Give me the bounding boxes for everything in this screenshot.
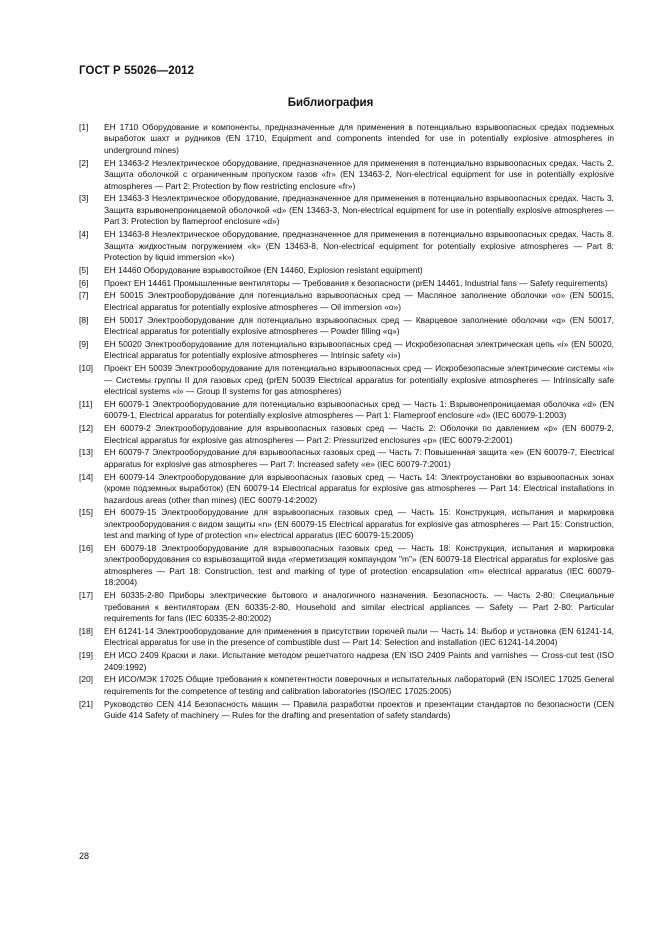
entry-number: [11] bbox=[79, 398, 93, 409]
bibliography-entry bbox=[79, 290, 614, 313]
entry-number: [7] bbox=[79, 290, 89, 301]
bibliography-entry bbox=[79, 363, 614, 397]
entry-text: Руководство CEN 414 Безопасность машин — Правила разработки проектов и презентации стандартов по безопасности (CEN Guide 414 Safety of machinery — Rules for the drafting and presentation of safety standards) bbox=[104, 698, 614, 721]
entry-text: ЕН 13463-3 Неэлектрическое оборудование, предназначенное для применения в потенциально взрывоопасных средах. Часть 3. Защита взрывонепроницаемой оболочкой «d» (EN 13463-3, Non-electrical equipment for use in potentially explosive atmospheres — Part 3: Protection by flameproof enclosure «d») bbox=[104, 193, 614, 227]
entry-number: [15] bbox=[79, 507, 93, 518]
entry-number: [1] bbox=[79, 122, 89, 132]
bibliography-entry bbox=[79, 674, 614, 697]
entry-number: [4] bbox=[79, 229, 89, 240]
entry-number: [13] bbox=[79, 447, 93, 458]
entry-text: ЕН 50015 Электрооборудование для потенциально взрывоопасных сред — Масляное заполнение оболочки «о» (EN 50015, Electrical apparatus for potentially explosive atmospheres — Oil immersion «о») bbox=[104, 290, 614, 312]
entry-text: ЕН 60079-15 Электрооборудование для взрывоопасных газовых сред — Часть 15: Конструкция, испытания и маркировка электрооборудования с видом защиты «n» (EN 60079-15 Electrical apparatus for explosive gas atmospheres — Part 15: Construction, test and marking of type of protection «n» electrical apparatus (IEC 60079-15:2005) bbox=[104, 507, 614, 541]
entry-number: [5] bbox=[79, 264, 89, 275]
bibliography-entry bbox=[79, 626, 614, 649]
entry-number: [12] bbox=[79, 423, 93, 434]
entry-text: ЕН ИСО 2409 Краски и лаки. Испытание методом решетчатого надреза (EN ISO 2409 Paints and varnishes — Cross-cut test (ISO 2409:1992) bbox=[104, 650, 614, 672]
bibliography-entry bbox=[79, 193, 614, 227]
bibliography-entry bbox=[79, 699, 614, 722]
entry-text: ЕН 61241-14 Электрооборудование для применения в присутствии горючей пыли — Часть 14: Выбор и установка (EN 61241-14, Electrical apparatus for use in the presence of combustible dust — Part 14: Selection and installation (IEC 61241-14.2004) bbox=[104, 625, 614, 648]
bibliography-entry bbox=[79, 507, 614, 541]
bibliography-title: Библиография bbox=[287, 97, 374, 109]
entry-text: Проект ЕН 50039 Электрооборудование для потенциально взрывоопасных сред — Искробезопасные электрические системы «i» — Системы группы II для газовых сред (prEN 50039 Electrical apparatus for potentially explosive atmospheres — Intrinsically safe electrical systems «i» — Group II systems for gas atmospheres) bbox=[104, 363, 614, 397]
bibliography-entry bbox=[79, 158, 614, 192]
page-number: 28 bbox=[79, 851, 90, 861]
entry-number: [20] bbox=[79, 674, 93, 685]
entry-number: [21] bbox=[79, 698, 93, 709]
document-id: ГОСТ Р 55026—2012 bbox=[79, 65, 195, 77]
bibliography-entry bbox=[79, 472, 614, 506]
entry-number: [8] bbox=[79, 314, 89, 325]
bibliography-list bbox=[79, 122, 614, 723]
entry-text: ЕН 60079-1 Электрооборудование для потенциально взрывоопасных сред — Часть 1: Взрывонепроницаемая оболочка «d» (EN 60079-1, Electrical apparatus for potentially explosive atmospheres — Part 1: Flameproof enclosure «d» (IEC 60079-1:2003) bbox=[104, 398, 614, 421]
entry-number: [3] bbox=[79, 193, 89, 204]
entry-number: [14] bbox=[79, 471, 93, 482]
entry-number: [18] bbox=[79, 625, 93, 636]
bibliography-entry bbox=[79, 339, 614, 362]
entry-number: [17] bbox=[79, 590, 93, 601]
entry-text: ЕН 60335-2-80 Приборы электрические бытового и аналогичного назначения. Безопасность. — Часть 2-80: Специальные требования к вентиляторам (EN 60335-2-80, Household and similar electrical appliances — Safety — Part 2-80: Particular requirements for fans (IEC 60335-2-80:2002) bbox=[104, 590, 614, 624]
entry-number: [9] bbox=[79, 338, 89, 349]
bibliography-entry bbox=[79, 399, 614, 422]
entry-text: ЕН ИСО/МЭК 17025 Общие требования к компетентности поверочных и испытательных лабораторий (EN ISO/IEC 17025 General requirements for the competence of testing and calibration laboratories (ISO/IEC 17025:2005) bbox=[104, 674, 614, 696]
entry-number: [19] bbox=[79, 650, 93, 661]
bibliography-entry bbox=[79, 447, 614, 470]
bibliography-entry bbox=[79, 265, 614, 276]
entry-text: ЕН 14460 Оборудование взрывостойкое (EN 14460, Explosion resistant equipment) bbox=[104, 264, 423, 275]
bibliography-entry bbox=[79, 423, 614, 446]
entry-text: ЕН 60079-14 Электрооборудование для взрывоопасных газовых сред — Часть 14: Электроустановки во взрывоопасных зонах (кроме подземных выработок) (EN 60079-14 Electrical apparatus for explosive gas atmospheres — Part 14: Electrical installations in hazardous areas (other than mines) (IEC 60079-14:2002) bbox=[104, 471, 614, 505]
bibliography-entry bbox=[79, 315, 614, 338]
entry-text: ЕН 60079-18 Электрооборудование для взрывоопасных газовых сред — Часть 18: Конструкция, испытания и маркировка электрооборудования со взрывозащитой вида «герметизация компаундом "m"» (EN 60079-18 Electrical apparatus for explosive gas atmospheres — Part 18: Construction, test and marking of type of protection encapsulation «m» electrical apparatus (IEC 60079-18:2004) bbox=[104, 543, 614, 588]
entry-number: [6] bbox=[79, 277, 89, 288]
entry-text: ЕН 50020 Электрооборудование для потенциально взрывоопасных сред — Искробезопасная электрическая цепь «i» (EN 50020, Electrical apparatus for potentially explosive atmospheres — Intrinsic safety «i») bbox=[104, 338, 614, 361]
bibliography-entry bbox=[79, 122, 614, 156]
entry-text: ЕН 13463-8 Неэлектрическое оборудование, предназначенное для применения в потенциально взрывоопасных средах. Часть 8. Защита жидкостным погружением «k» (EN 13463-8, Non-electrical equipment for potentially explosive atmospheres — Part 8: Protection by liquid immersion «k») bbox=[104, 229, 614, 263]
bibliography-entry bbox=[79, 229, 614, 263]
bibliography-entry bbox=[79, 650, 614, 673]
bibliography-entry bbox=[79, 590, 614, 624]
entry-text: ЕН 60079-7 Электрооборудование для взрывоопасных газовых сред — Часть 7: Повышенная защита «е» (EN 60079-7, Electrical apparatus for explosive gas atmospheres — Part 7: Increased safety «е» (IEC 60079-7:2001) bbox=[104, 447, 614, 469]
entry-text: ЕН 50017 Электрооборудование для потенциально взрывоопасных сред — Кварцевое заполнение оболочки «q» (EN 50017, Electrical apparatus for potentially explosive atmospheres — Powder filling «q») bbox=[104, 314, 614, 337]
entry-text: ЕН 60079-2 Электрооборудование для взрывоопасных газовых сред — Часть 2: Оболочки по давлением «р» (EN 60079-2, Electrical apparatus for explosive gas atmospheres — Part 2: Pressurized enclosures «p» (IEC 60079-2:2001) bbox=[104, 423, 614, 445]
bibliography-entry bbox=[79, 278, 614, 289]
entry-text: ЕН 1710 Оборудование и компоненты, предназначенные для применения в потенциально взрывоопасных средах подземных выработок шахт и рудников (EN 1710, Equipment and components intended for use in potentially explosive atmospheres in underground mines) bbox=[104, 122, 614, 155]
entry-text: Проект ЕН 14461 Промышленные вентиляторы — Требования к безопасности (prEN 14461, Industrial fans — Safety requirements) bbox=[104, 277, 608, 288]
bibliography-entry bbox=[79, 543, 614, 589]
entry-number: [2] bbox=[79, 157, 89, 168]
entry-text: ЕН 13463-2 Неэлектрическое оборудование, предназначенное для применения в потенциально взрывоопасных средах. Часть 2. Защита оболочкой с ограниченным пропуском газов «fr» (EN 13463-2, Non-electrical equipment for use in potentially explosive atmospheres — Part 2: Protection by flow restricting enclosure «fr») bbox=[104, 157, 614, 191]
entry-number: [10] bbox=[79, 363, 93, 374]
entry-number: [16] bbox=[79, 543, 93, 554]
